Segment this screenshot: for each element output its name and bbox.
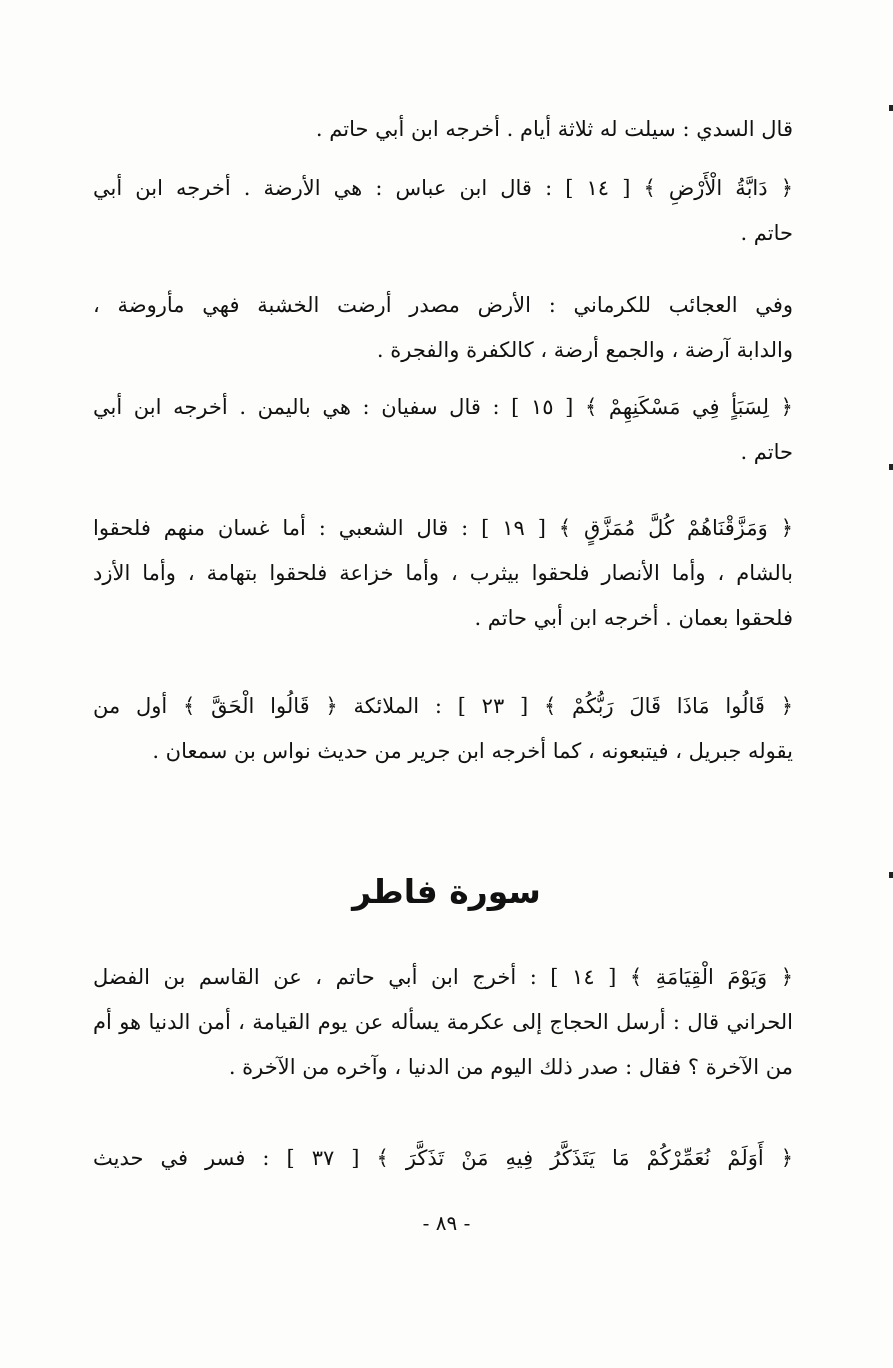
surah-heading: سورة فاطر [352,872,541,911]
paragraph-yawm-al-qiyama [93,955,793,1090]
text-line: قال السدي : سيلت له ثلاثة أيام . أخرجه ابن أبي حاتم . [315,117,793,141]
text-line: فلحقوا بعمان . أخرجه ابن أبي حاتم . [474,606,793,630]
text-line: ﴿ وَمَزَّقْنَاهُمْ كُلَّ مُمَزَّقٍ ﴾ [ ١٩ ] : قال الشعبي : أما غسان منهم فلحقوا [93,516,793,540]
paragraph-karmani [93,283,793,373]
text-line: الحراني قال : أرسل الحجاج إلى عكرمة يسأله عن يوم القيامة ، أمن الدنيا هو أم [93,1010,793,1034]
paragraph-mazzaqnahum [93,506,793,641]
text-line: ﴿ دَابَّةُ الْأَرْضِ ﴾ [ ١٤ ] : قال ابن عباس : هي الأرضة . أخرجه ابن أبي [93,176,793,200]
text-line: ﴿ وَيَوْمَ الْقِيَامَةِ ﴾ [ ١٤ ] : أخرج ابن أبي حاتم ، عن القاسم بن الفضل [93,965,794,989]
paragraph-saba [93,385,793,475]
text-line: من الآخرة ؟ فقال : صدر ذلك اليوم من الدنيا ، وآخره من الآخرة . [228,1055,793,1079]
paragraph-sudi [93,107,793,152]
text-line: وفي العجائب للكرماني : الأرض مصدر أرضت الخشبة فهي مأروضة ، [93,293,793,317]
paragraph-dabbat-al-ard [93,166,793,256]
text-line: والدابة آرضة ، والجمع أرضة ، كالكفرة والفجرة . [376,338,793,362]
text-line: ﴿ قَالُوا مَاذَا قَالَ رَبُّكُمْ ﴾ [ ٢٣ ] : الملائكة ﴿ قَالُوا الْحَقَّ ﴾ أول من [93,694,793,718]
paragraph-awalam-nuammirkum [93,1136,793,1181]
scan-edge-mark [889,464,893,470]
text-line: حاتم . [740,221,793,245]
text-line: حاتم . [740,440,793,464]
text-line: ﴿ أَوَلَمْ نُعَمِّرْكُمْ مَا يَتَذَكَّرُ فِيهِ مَنْ تَذَكَّرَ ﴾ [ ٣٧ ] : فسر في حديث [93,1146,794,1170]
text-line: بالشام ، وأما الأنصار فلحقوا بيثرب ، وأما خزاعة فلحقوا بتهامة ، وأما الأزد [93,561,793,585]
scan-edge-mark [889,872,893,878]
paragraph-qalu-madha [93,684,793,774]
text-line: يقوله جبريل ، فيتبعونه ، كما أخرجه ابن جرير من حديث نواس بن سمعان . [152,739,793,763]
page-number: - ٨٩ - [422,1211,471,1235]
text-line: ﴿ لِسَبَأٍ فِي مَسْكَنِهِمْ ﴾ [ ١٥ ] : قال سفيان : هي باليمن . أخرجه ابن أبي [93,395,793,419]
scan-edge-mark [889,105,893,111]
